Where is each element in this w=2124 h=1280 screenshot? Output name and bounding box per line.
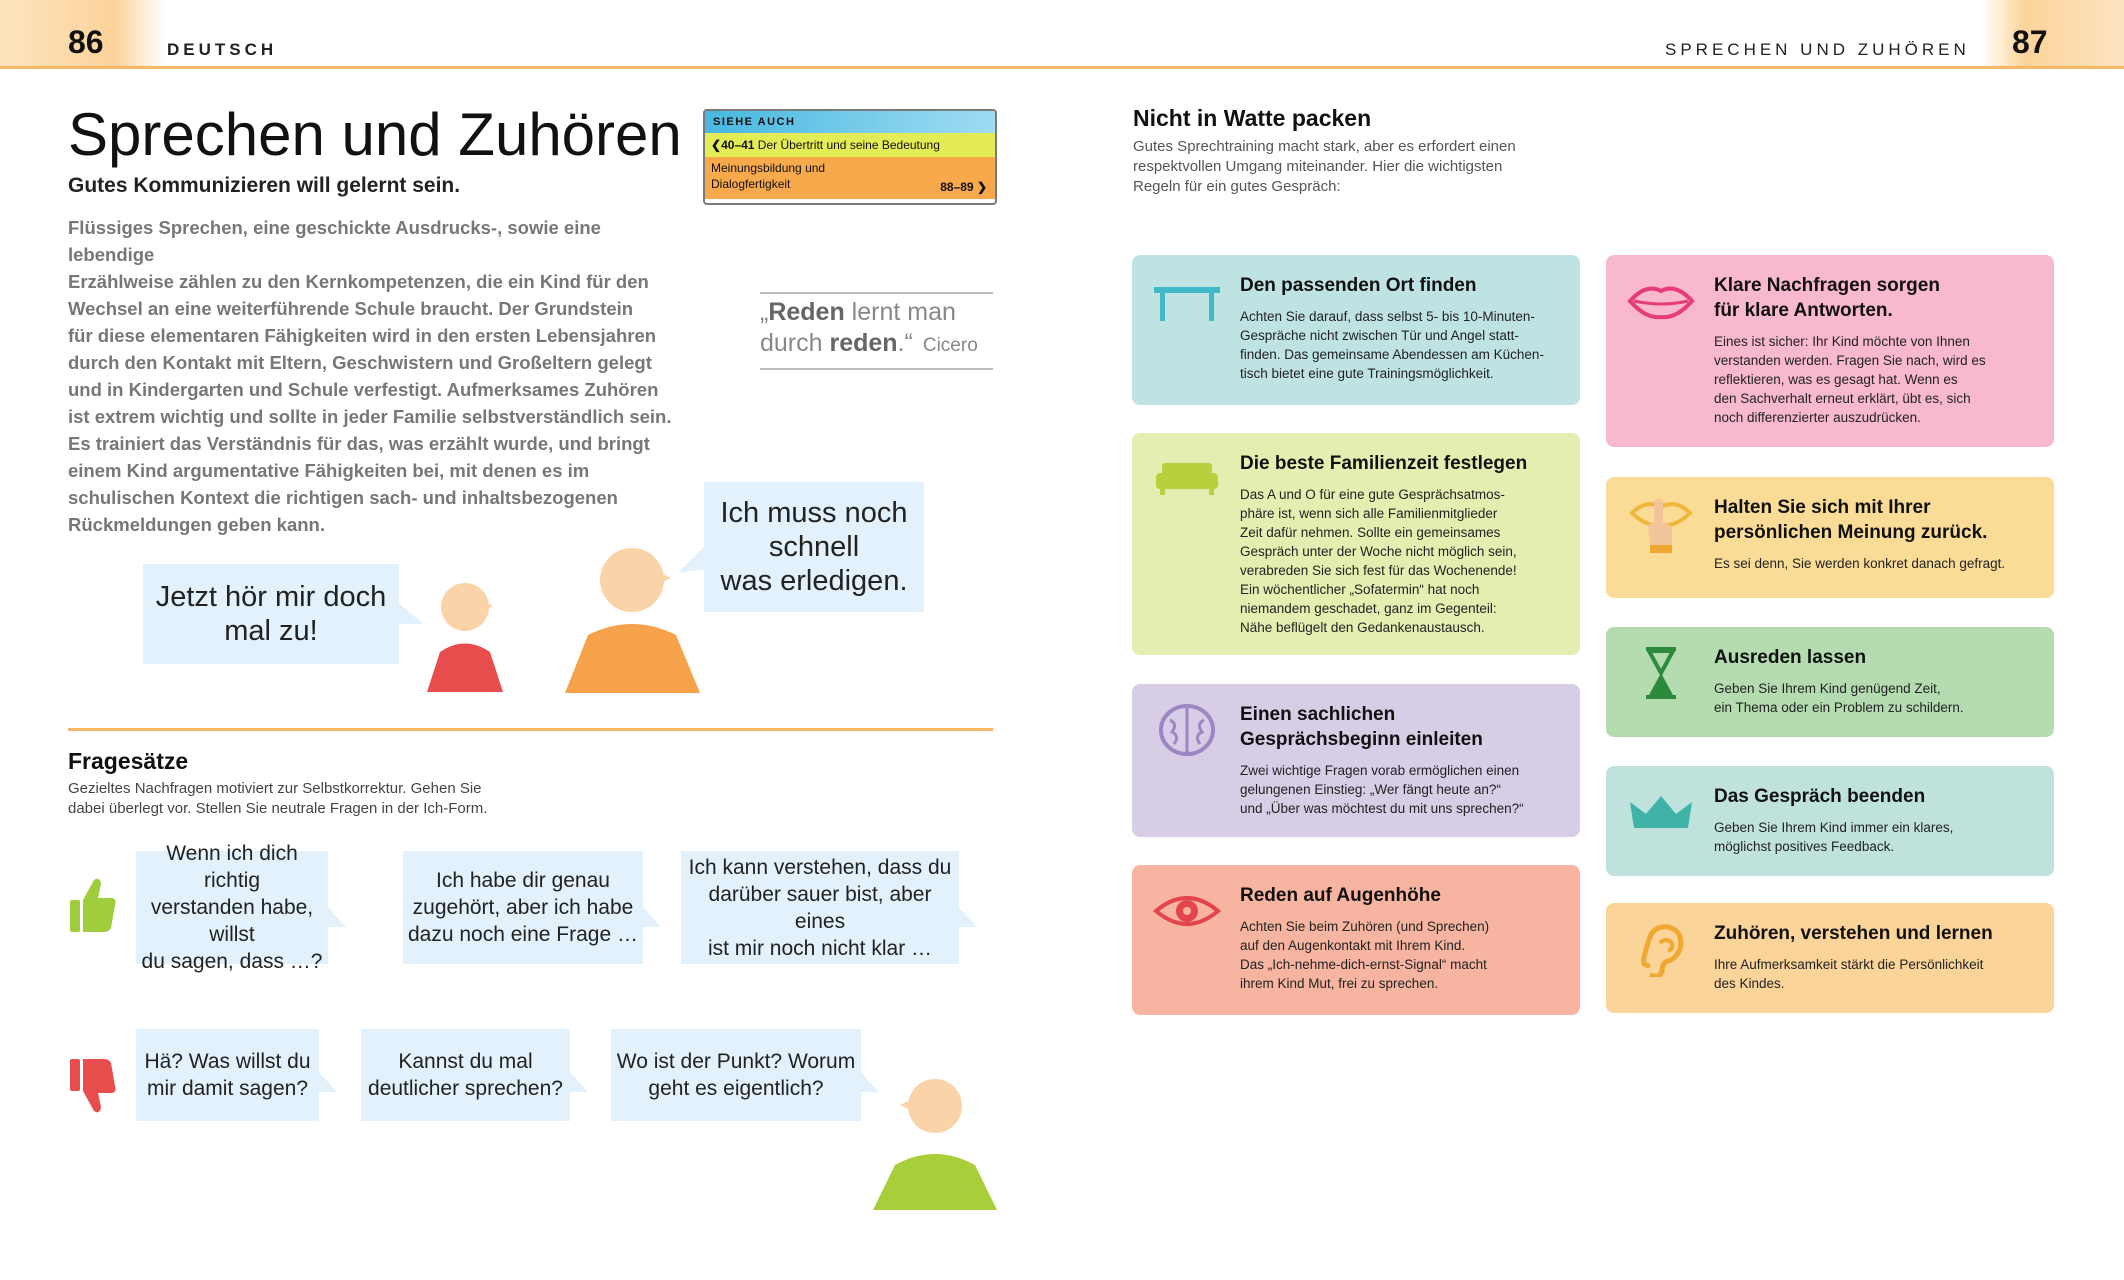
questions-intro: Gezieltes Nachfragen motiviert zur Selbstkorrektur. Gehen Sie dabei überlegt vor. Stellen Sie neutrale Fragen in der Ich-Form. [68,780,488,817]
quote-rule-bottom [760,368,993,370]
lips-icon [1626,273,1696,329]
tip-card-let-finish: Ausreden lassen Geben Sie Ihrem Kind genügend Zeit, ein Thema oder ein Problem zu schildern. [1606,627,2054,737]
see-also-link-1[interactable]: ❮40–41 Der Übertritt und seine Bedeutung [705,133,995,157]
thumbs-up-icon [68,876,118,936]
intro-text: Flüssiges Sprechen, eine geschickte Ausdrucks-, sowie eine lebendige Erzählweise zählen zu den Kernkompetenzen, die ein Kind für den Wechsel an eine weiterführende Schule braucht. Der Grundstein für diese elementaren Fähigkeiten wird in den ersten Lebensjahren durch den Kontakt mit Eltern, Geschwistern und Großeltern gelegt und in Kindergarten und Schule verfestigt. Aufmerksames Zuhören ist extrem wichtig und sollte in jeder Familie selbstverständlich sein. Es trainiert das Verständnis für das, was erzählt wurde, und bringt einem Kind argumentative Fähigkeiten bei, mit denen es im schulischen Kontext die richtigen sach- und inhaltsbezogenen Rückmeldungen geben kann. [68,217,672,535]
speech-bubble-adult: Ich muss noch schnell was erledigen. [704,482,924,612]
tip-card-listen-learn: Zuhören, verstehen und lernen Ihre Aufmerksamkeit stärkt die Persönlichkeit des Kindes. [1606,903,2054,1013]
speech-bubble-tail [317,1070,339,1096]
brain-icon [1152,702,1222,758]
speech-bubble-tail [568,1070,590,1096]
child-figure-illustration [870,1075,1000,1210]
ear-icon [1626,921,1696,977]
eye-icon [1152,883,1222,939]
speech-bubble-tail [957,905,979,931]
cicero-quote: „Reden lernt man durch reden.“ Cicero [760,298,978,357]
tip-card-clear-questions: Klare Nachfragen sorgen für klare Antworten. Eines ist sicher: Ihr Kind möchte von Ihnen verstanden werden. Fragen Sie nach, wird es reflektieren, was es gesagt hat. Wenn es den Sachverhalt erneut erklärt, übt es, sich noch differenzierter auszudrücken. [1606,255,2054,447]
tip-card-family-time: Die beste Familienzeit festlegen Das A und O für eine gute Gesprächsatmos- phäre ist, wenn sich alle Familienmitglieder Zeit dafür nehmen. Sollte ein gemeinsames Gespräch unter der Woche nicht möglich sein, verabreden Sie sich fest für das Wochenende! Ein wöchentlicher „Sofatermin“ hat noch niemandem geschadet, ganz im Gegenteil: Nähe beflügelt den Gedankenaustausch. [1132,433,1580,655]
header-rule [0,66,2124,69]
quote-rule-top [760,292,993,294]
page-title: Sprechen und Zuhören [68,101,682,168]
child-figure-illustration [405,580,525,692]
adult-figure-illustration [560,545,710,693]
good-question-bubble: Ich habe dir genau zugehört, aber ich habe dazu noch eine Frage … [403,851,643,964]
right-section-label: SPRECHEN UND ZUHÖREN [1665,40,1970,59]
thumbs-down-icon [68,1055,118,1115]
tip-card-eye-level: Reden auf Augenhöhe Achten Sie beim Zuhören (und Sprechen) auf den Augenkontakt mit Ihrem Kind. Das „Ich-nehme-dich-ernst-Signal“ macht ihrem Kind Mut, frei zu sprechen. [1132,865,1580,1015]
see-also-heading: SIEHE AUCH [705,111,995,133]
sofa-icon [1152,451,1222,507]
speech-bubble-tail [641,905,663,931]
good-question-bubble: Wenn ich dich richtig verstanden habe, willst du sagen, dass …? [136,851,328,964]
hourglass-icon [1626,645,1696,701]
right-page-tab [1982,0,2124,66]
finger-on-lips-icon [1626,495,1696,555]
questions-heading: Fragesätze [68,748,189,774]
crown-icon [1626,784,1696,840]
see-also-link-2[interactable]: Meinungsbildung und Dialogfertigkeit 88–89 ❯ [705,157,995,199]
right-page-number: 87 [2012,24,2048,60]
section-divider [68,728,993,731]
page-subtitle: Gutes Kommunizieren will gelernt sein. [68,174,461,197]
right-heading: Nicht in Watte packen [1133,105,1372,131]
quote-author: Cicero [922,335,978,356]
tip-card-conversation-start: Einen sachlichen Gesprächsbeginn einleiten Zwei wichtige Fragen vorab ermöglichen einen gelungenen Einstieg: „Wer fängt heute an?“ und „Über was möchtest du mit uns sprechen?“ [1132,684,1580,837]
bad-question-bubble: Kannst du mal deutlicher sprechen? [361,1029,570,1121]
left-section-label: DEUTSCH [167,40,278,59]
right-intro: Gutes Sprechtraining macht stark, aber es erfordert einen respektvollen Umgang miteinander. Hier die wichtigsten Regeln für ein gutes Gespräch: [1133,138,1516,195]
speech-bubble-tail [326,905,348,931]
see-also-box [703,109,997,205]
tip-card-place: Den passenden Ort finden Achten Sie darauf, dass selbst 5- bis 10-Minuten- Gespräche nicht zwischen Tür und Angel statt- finden. Das gemeinsame Abendessen am Küchen- tisch bietet eine gute Trainingsmöglichkeit. [1132,255,1580,405]
tip-card-hold-opinion: Halten Sie sich mit Ihrer persönlichen Meinung zurück. Es sei denn, Sie werden konkret danach gefragt. [1606,477,2054,598]
speech-bubble-child: Jetzt hör mir doch mal zu! [143,564,399,664]
table-icon [1152,273,1222,329]
good-question-bubble: Ich kann verstehen, dass du darüber sauer bist, aber eines ist mir noch nicht klar … [681,851,959,964]
bad-question-bubble: Wo ist der Punkt? Worum geht es eigentlich? [611,1029,861,1121]
tip-card-end-conversation: Das Gespräch beenden Geben Sie Ihrem Kind immer ein klares, möglichst positives Feedback. [1606,766,2054,876]
left-page-number: 86 [68,24,104,60]
bad-question-bubble: Hä? Was willst du mir damit sagen? [136,1029,319,1121]
